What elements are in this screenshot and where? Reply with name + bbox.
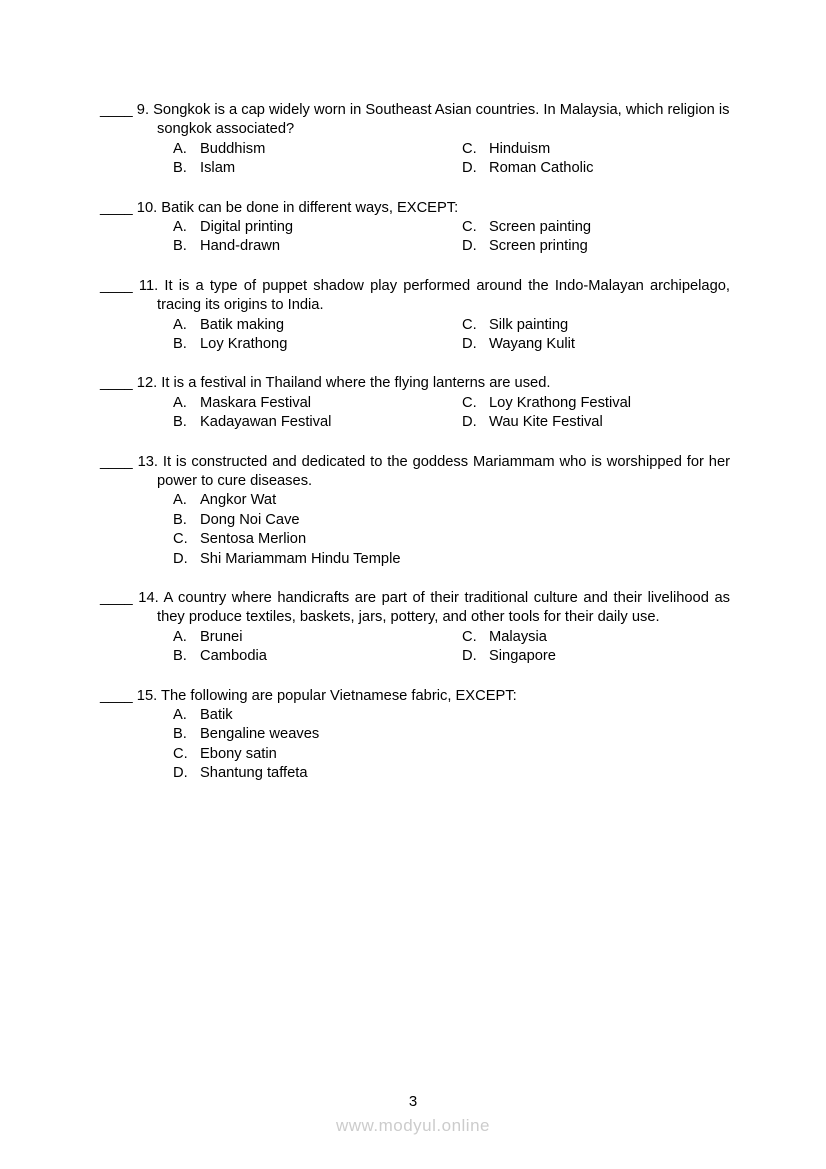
option-item bbox=[462, 140, 730, 159]
option-text: Singapore bbox=[489, 648, 556, 665]
option-letter: D. bbox=[462, 335, 477, 352]
option-item bbox=[173, 159, 462, 178]
answer-blank: ____ bbox=[100, 375, 133, 392]
question-text bbox=[100, 101, 730, 140]
answer-blank: ____ bbox=[100, 687, 133, 704]
option-letter: B. bbox=[173, 160, 187, 177]
option-item bbox=[173, 218, 462, 237]
question-item-9 bbox=[100, 101, 730, 179]
option-text: Wayang Kulit bbox=[489, 335, 575, 352]
question-text bbox=[100, 453, 730, 492]
option-item bbox=[462, 647, 730, 666]
option-text: Shantung taffeta bbox=[200, 765, 308, 782]
options-list bbox=[173, 316, 730, 355]
option-text: Kadayawan Festival bbox=[200, 414, 332, 431]
question-body: The following are popular Vietnamese fabric, EXCEPT: bbox=[161, 687, 517, 704]
option-letter: D. bbox=[462, 238, 477, 255]
option-text: Brunei bbox=[200, 628, 243, 645]
option-item bbox=[173, 491, 730, 510]
option-item bbox=[173, 140, 462, 159]
question-number: 10. bbox=[136, 199, 158, 216]
option-text: Hinduism bbox=[489, 140, 551, 157]
option-item bbox=[173, 316, 462, 335]
option-item bbox=[462, 159, 730, 178]
question-item-10 bbox=[100, 199, 730, 257]
question-number: 9. bbox=[136, 102, 150, 118]
question-number: 15. bbox=[136, 687, 158, 704]
option-text: Islam bbox=[200, 160, 236, 177]
option-text: Silk painting bbox=[489, 316, 569, 333]
option-letter: A. bbox=[173, 140, 187, 157]
option-letter: A. bbox=[173, 628, 187, 645]
option-text: Shi Mariammam Hindu Temple bbox=[200, 550, 401, 567]
option-letter: D. bbox=[173, 550, 188, 567]
question-item-12 bbox=[100, 374, 730, 432]
option-item bbox=[173, 413, 462, 432]
option-item bbox=[462, 628, 730, 647]
option-text: Angkor Wat bbox=[200, 492, 277, 509]
options-list bbox=[173, 628, 730, 667]
option-letter: A. bbox=[173, 707, 187, 723]
option-letter: A. bbox=[173, 219, 187, 235]
question-item-13 bbox=[100, 453, 730, 569]
options-list bbox=[173, 394, 730, 433]
question-body: It is a type of puppet shadow play performed around the Indo-Malayan archipelago, tracing its origins to India. bbox=[157, 277, 731, 314]
option-letter: C. bbox=[173, 531, 188, 548]
option-text: Sentosa Merlion bbox=[200, 531, 307, 548]
option-letter: C. bbox=[462, 316, 477, 333]
options-list bbox=[173, 140, 730, 179]
options-list bbox=[173, 706, 730, 784]
option-text: Hand-drawn bbox=[200, 238, 281, 255]
option-letter: D. bbox=[462, 414, 477, 431]
page-number: 3 bbox=[408, 1093, 418, 1110]
option-letter: C. bbox=[173, 745, 188, 762]
option-item bbox=[173, 628, 462, 647]
option-text: Digital printing bbox=[200, 219, 294, 235]
option-letter: B. bbox=[173, 511, 187, 528]
question-body: Songkok is a cap widely worn in Southeast Asian countries. In Malaysia, which religion is songkok associated? bbox=[153, 102, 730, 138]
option-item bbox=[462, 237, 730, 256]
question-number: 14. bbox=[138, 590, 159, 606]
option-letter: B. bbox=[173, 335, 187, 352]
option-text: Buddhism bbox=[200, 140, 266, 157]
option-item bbox=[462, 316, 730, 335]
question-number: 11. bbox=[138, 277, 159, 294]
option-text: Dong Noi Cave bbox=[200, 511, 300, 528]
answer-blank: ____ bbox=[100, 102, 133, 118]
question-text bbox=[100, 589, 730, 628]
option-letter: D. bbox=[173, 765, 188, 782]
option-text: Malaysia bbox=[489, 628, 547, 645]
question-body: It is a festival in Thailand where the flying lanterns are used. bbox=[161, 375, 551, 392]
option-item bbox=[462, 413, 730, 432]
option-letter: A. bbox=[173, 394, 187, 411]
option-item bbox=[173, 550, 730, 569]
question-text bbox=[100, 687, 730, 706]
option-item bbox=[173, 335, 462, 354]
answer-blank: ____ bbox=[100, 453, 133, 470]
option-item bbox=[173, 764, 730, 783]
question-item-14 bbox=[100, 589, 730, 667]
question-body: Batik can be done in different ways, EXCEPT: bbox=[161, 199, 459, 216]
option-item bbox=[462, 218, 730, 237]
option-text: Ebony satin bbox=[200, 745, 277, 762]
option-letter: B. bbox=[173, 648, 187, 665]
option-text: Screen painting bbox=[489, 219, 592, 235]
option-item bbox=[462, 335, 730, 354]
question-number: 12. bbox=[136, 375, 158, 392]
option-letter: D. bbox=[462, 160, 477, 177]
question-item-15 bbox=[100, 687, 730, 784]
option-text: Roman Catholic bbox=[489, 160, 594, 177]
option-text: Maskara Festival bbox=[200, 394, 312, 411]
question-text bbox=[100, 374, 730, 393]
option-item bbox=[173, 725, 730, 744]
question-text bbox=[100, 277, 730, 316]
option-item bbox=[173, 745, 730, 764]
option-letter: B. bbox=[173, 238, 187, 255]
option-text: Loy Krathong bbox=[200, 335, 288, 352]
option-item bbox=[173, 511, 730, 530]
option-letter: C. bbox=[462, 628, 477, 645]
option-text: Cambodia bbox=[200, 648, 267, 665]
option-item bbox=[173, 706, 730, 725]
option-item bbox=[462, 394, 730, 413]
option-item bbox=[173, 394, 462, 413]
option-text: Batik making bbox=[200, 316, 285, 333]
question-body: It is constructed and dedicated to the goddess Mariammam who is worshipped for her power to cure diseases. bbox=[157, 453, 730, 489]
option-letter: A. bbox=[173, 492, 187, 509]
option-letter: C. bbox=[462, 219, 477, 235]
question-text bbox=[100, 199, 730, 218]
option-item bbox=[173, 237, 462, 256]
option-item bbox=[173, 530, 730, 549]
option-letter: A. bbox=[173, 316, 187, 333]
option-text: Batik bbox=[200, 707, 233, 723]
option-text: Loy Krathong Festival bbox=[489, 394, 632, 411]
option-item bbox=[173, 647, 462, 666]
option-text: Screen printing bbox=[489, 238, 588, 255]
option-letter: D. bbox=[462, 648, 477, 665]
question-body: A country where handicrafts are part of their traditional culture and their livelihood as they produce textiles, baskets, jars, pottery, and other tools for their daily use. bbox=[157, 590, 730, 626]
option-letter: C. bbox=[462, 140, 477, 157]
options-list bbox=[173, 218, 730, 257]
watermark-url: www.modyul.online bbox=[335, 1116, 490, 1135]
question-item-11 bbox=[100, 277, 730, 355]
answer-blank: ____ bbox=[100, 590, 133, 606]
question-number: 13. bbox=[137, 453, 158, 470]
option-letter: B. bbox=[173, 414, 187, 431]
option-letter: C. bbox=[462, 394, 477, 411]
options-list bbox=[173, 491, 730, 569]
option-text: Wau Kite Festival bbox=[489, 414, 603, 431]
option-letter: B. bbox=[173, 726, 187, 743]
answer-blank: ____ bbox=[100, 199, 133, 216]
answer-blank: ____ bbox=[100, 277, 133, 294]
option-text: Bengaline weaves bbox=[200, 726, 320, 743]
